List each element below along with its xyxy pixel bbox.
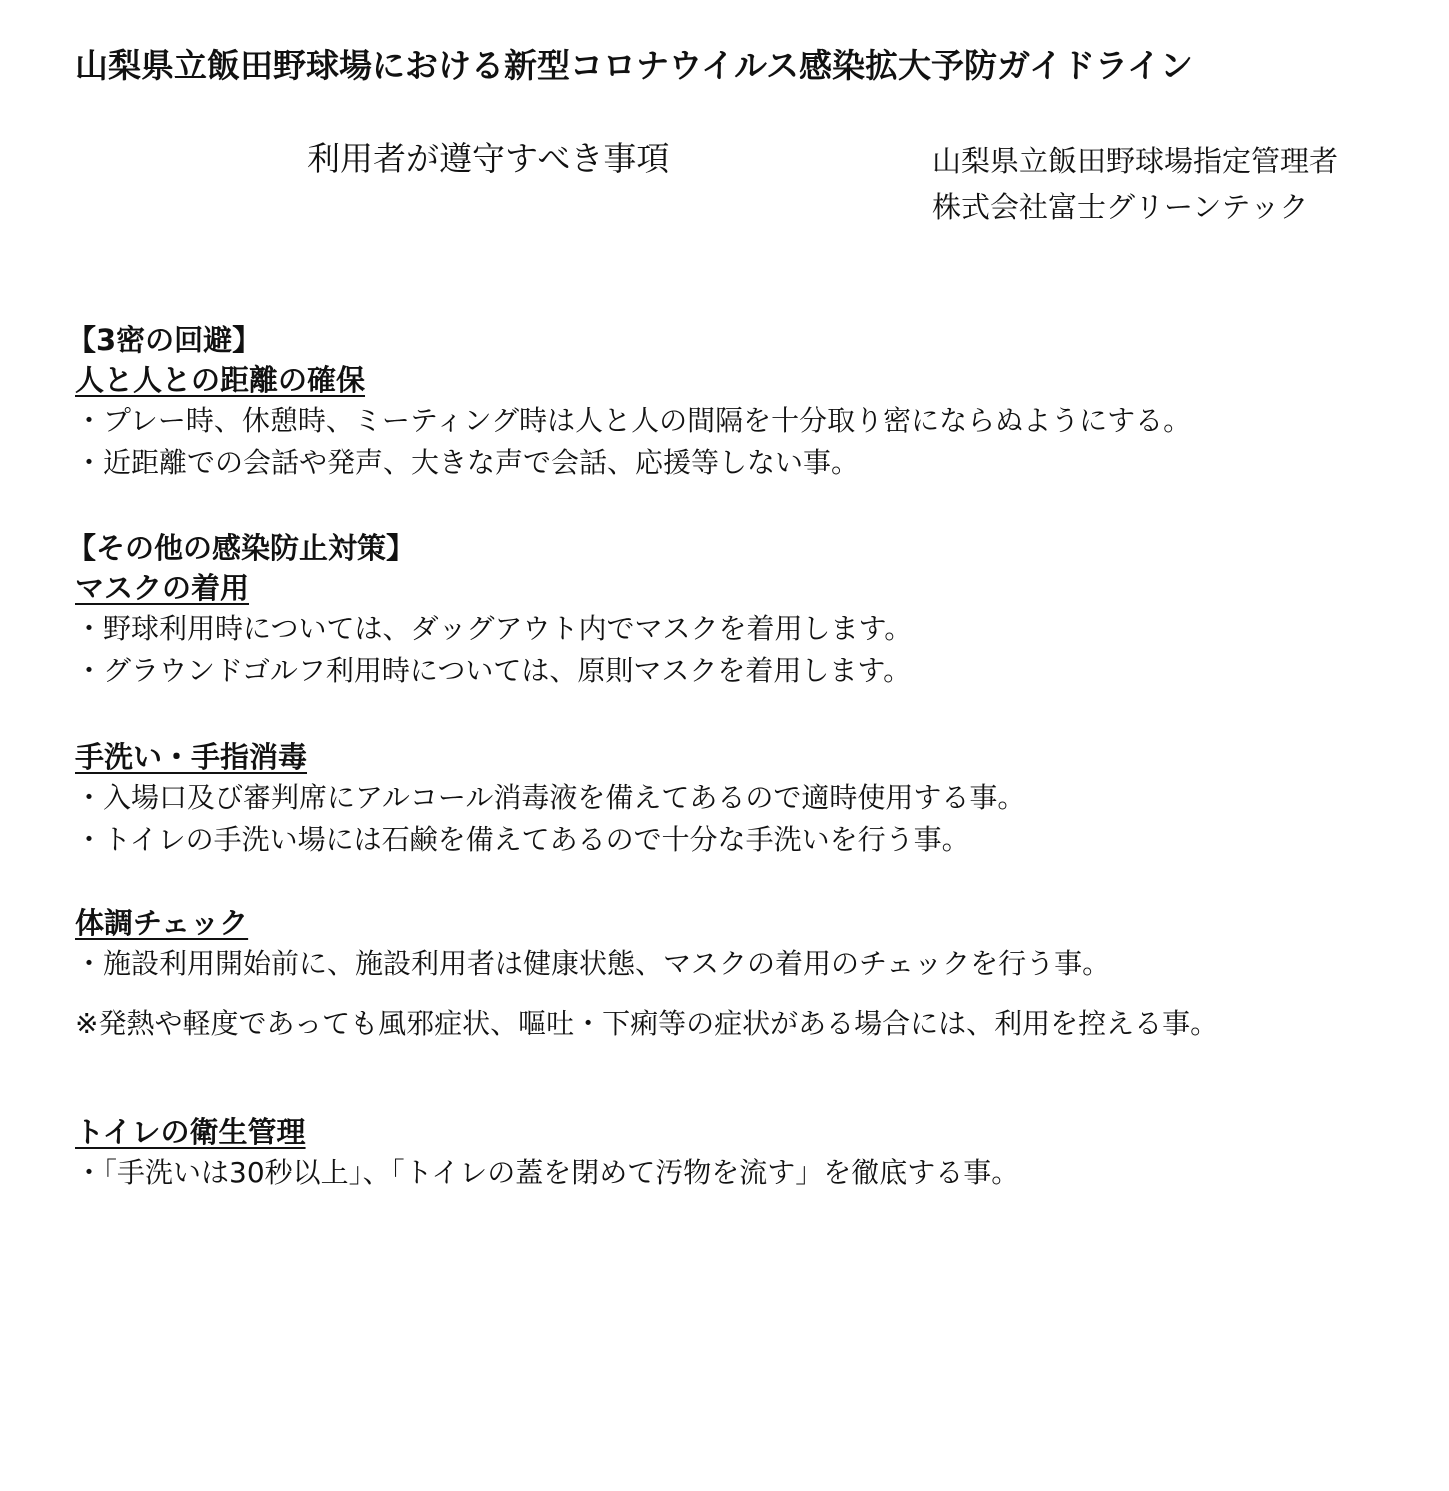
document-title: 山梨県立飯田野球場における新型コロナウイルス感染拡大予防ガイドライン (75, 46, 1194, 85)
text-line: ・トイレの手洗い場には石鹸を備えてあるので十分な手洗いを行う事。 (75, 823, 970, 856)
document-subtitle: 利用者が遵守すべき事項 (307, 139, 670, 178)
subheading-hands: 手洗い・手指消毒 (75, 740, 308, 774)
subheading-distance: 人と人との距離の確保 (75, 363, 366, 397)
organization-line-2: 株式会社富士グリーンテック (932, 190, 1309, 224)
section-avoid-3c (67, 320, 1192, 484)
subheading-toilet: トイレの衛生管理 (75, 1115, 306, 1149)
text-line: ・プレー時、休憩時、ミーティング時は人と人の間隔を十分取り密にならぬようにする。 (75, 404, 1192, 437)
subsection-hand-hygiene (75, 737, 1025, 861)
section-heading-avoid: 【3密の回避】 (67, 323, 262, 357)
note-line: ※発熱や軽度であっても風邪症状、嘔吐・下痢等の症状がある場合には、利用を控える事。 (75, 1007, 1219, 1040)
text-line: ・野球利用時については、ダッグアウト内でマスクを着用します。 (75, 612, 913, 645)
subsection-toilet-hygiene (75, 1112, 1019, 1194)
text-line: ・グラウンドゴルフ利用時については、原則マスクを着用します。 (75, 654, 912, 687)
text-line: ・「手洗いは30秒以上」、「トイレの蓋を閉めて汚物を流す」を徹底する事。 (75, 1156, 1020, 1189)
section-heading-other: 【その他の感染防止対策】 (67, 531, 416, 565)
organization-block (932, 138, 1338, 230)
section-other-measures (67, 528, 913, 692)
text-line: ・施設利用開始前に、施設利用者は健康状態、マスクの着用のチェックを行う事。 (75, 947, 1111, 980)
organization-line-1: 山梨県立飯田野球場指定管理者 (932, 144, 1339, 178)
subheading-health: 体調チェック (75, 906, 249, 940)
subsection-health-check (75, 903, 1218, 1045)
text-line: ・近距離での会話や発声、大きな声で会話、応援等しない事。 (75, 446, 860, 479)
subheading-mask: マスクの着用 (75, 571, 250, 605)
text-line: ・入場口及び審判席にアルコール消毒液を備えてあるので適時使用する事。 (75, 781, 1026, 814)
